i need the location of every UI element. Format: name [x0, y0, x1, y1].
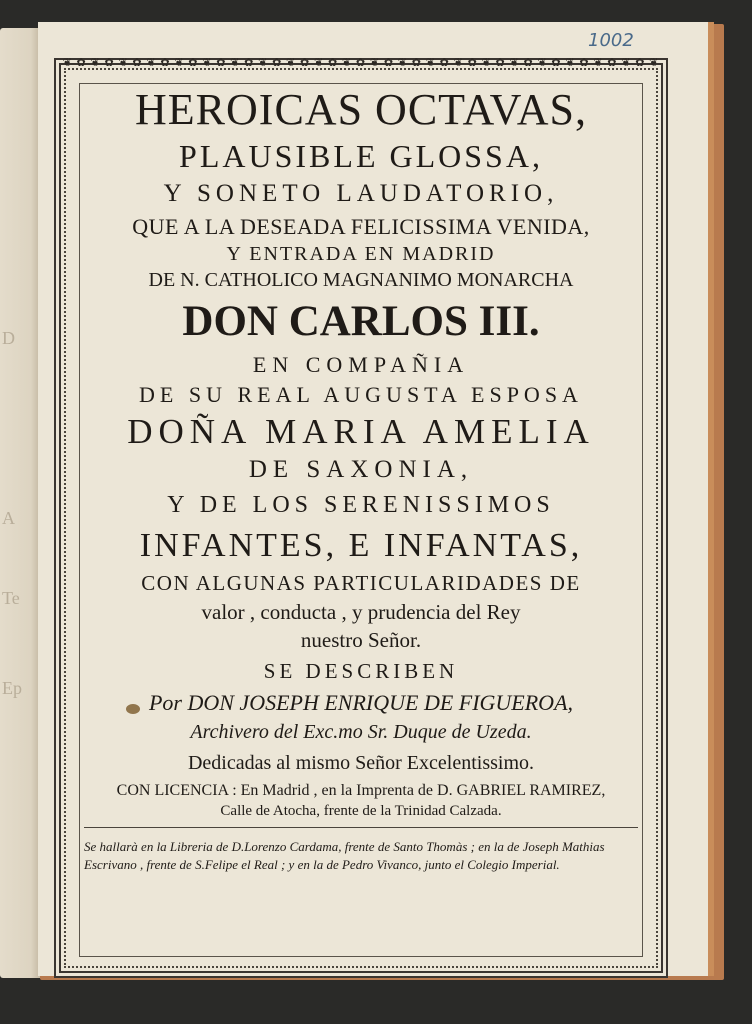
monarch-name: DON CARLOS III. [182, 298, 540, 345]
shelfmark-annotation: 1002 [588, 30, 634, 51]
facing-page-fragment: A [2, 508, 15, 528]
author-name: Por DON JOSEPH ENRIQUE DE FIGUEROA, [148, 690, 574, 715]
title-line: Y ENTRADA EN MADRID [226, 243, 496, 265]
fleuron-band-icon: ❦ ✿ ❦ ✿ ❦ ✿ ❦ ✿ ❦ ✿ ❦ ✿ ❦ ✿ ❦ ✿ ❦ ✿ ❦ ✿ ❦ ✿ ❦ ✿ ❦ ✿ ❦ ✿ ❦ ✿ ❦ ✿ ❦ ✿ ❦ ✿ ❦ ✿ ❦ ✿ ❦ ✿ ❦ [62, 57, 660, 69]
facing-page-fragment: Ep [2, 678, 22, 698]
dedication: Dedicadas al mismo Señor Excelentissimo. [187, 752, 535, 774]
imprint: Se hallarà en la Libreria de D.Lorenzo Cardama, frente de Santo Thomàs ; en la de Joseph Mathias Escrivano , frente de S.Felipe el Real ; y en la de Pedro Vivanco, junto el Colegio Imperial. [84, 839, 605, 872]
facing-page-fragment: Te [2, 588, 20, 608]
title-line: Y DE LOS SERENISSIMOS [167, 492, 555, 518]
facing-page-fragment: D [2, 328, 15, 348]
queen-name: DOÑA MARIA AMELIA [127, 412, 595, 451]
title-line: CON ALGUNAS PARTICULARIDADES DE [141, 571, 581, 595]
title-block [80, 84, 642, 874]
title-line: QUE A LA DESEADA FELICISSIMA VENIDA, [132, 214, 590, 239]
title-line: DE SU REAL AUGUSTA ESPOSA [139, 382, 583, 407]
author-heading: SE DESCRIBEN [263, 659, 459, 683]
author-title: Archivero del Exc.mo Sr. Duque de Uzeda. [190, 721, 532, 743]
title-line: DE SAXONIA, [248, 456, 474, 483]
title-line: HEROICAS OCTAVAS, [135, 85, 587, 134]
license-line: CON LICENCIA : En Madrid , en la Imprenta de D. GABRIEL RAMIREZ, [116, 782, 606, 799]
divider [84, 827, 638, 828]
title-line: nuestro Señor. [300, 628, 422, 652]
license-line: Calle de Atocha, frente de la Trinidad Calzada. [220, 803, 502, 819]
title-line: valor , conducta , y prudencia del Rey [201, 600, 521, 624]
title-line: DE N. CATHOLICO MAGNANIMO MONARCHA [148, 269, 574, 291]
title-line: PLAUSIBLE GLOSSA, [179, 138, 543, 174]
title-line: Y SONETO LAUDATORIO, [163, 180, 559, 207]
title-line: INFANTES, E INFANTAS, [139, 527, 583, 564]
title-line: EN COMPAÑIA [252, 352, 470, 377]
